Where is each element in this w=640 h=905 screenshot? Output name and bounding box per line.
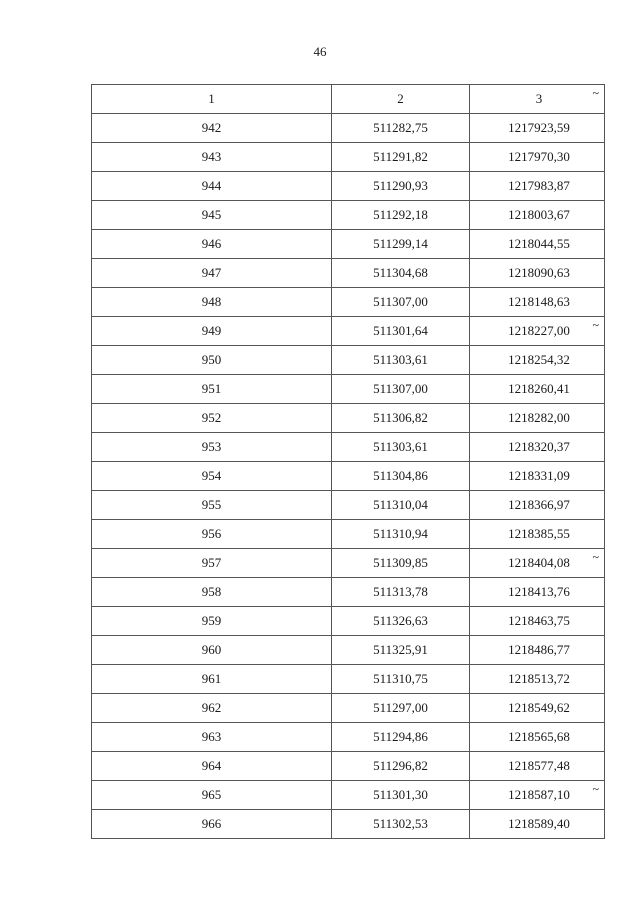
cell-value: 511290,93 — [373, 178, 428, 193]
cell-value: 511301,64 — [373, 323, 428, 338]
cell-value: 951 — [201, 381, 222, 396]
cell-value: 960 — [201, 642, 222, 657]
point-number-cell — [92, 317, 332, 346]
x-coordinate-cell — [332, 752, 470, 781]
cell-value: 959 — [201, 613, 222, 628]
cell-value: 952 — [201, 410, 222, 425]
y-coordinate-cell — [470, 201, 605, 230]
cell-value: 511303,61 — [373, 352, 428, 367]
table-row — [92, 230, 605, 259]
point-number-cell — [92, 433, 332, 462]
table-row — [92, 462, 605, 491]
x-coordinate-cell — [332, 433, 470, 462]
x-coordinate-cell — [332, 201, 470, 230]
table-row — [92, 114, 605, 143]
x-coordinate-cell — [332, 665, 470, 694]
point-number-cell — [92, 607, 332, 636]
cell-value: 511310,94 — [373, 526, 428, 541]
table-row — [92, 694, 605, 723]
cell-value: 1218385,55 — [508, 526, 570, 541]
cell-value: 963 — [201, 729, 222, 744]
scan-speck-mark: ~ — [592, 86, 599, 100]
cell-value: 966 — [201, 816, 222, 831]
table-row — [92, 607, 605, 636]
table-row — [92, 752, 605, 781]
y-coordinate-cell — [470, 636, 605, 665]
y-coordinate-cell — [470, 433, 605, 462]
cell-value: 964 — [201, 758, 222, 773]
point-number-cell — [92, 781, 332, 810]
cell-value: 1218366,97 — [508, 497, 570, 512]
cell-value: 1218090,63 — [508, 265, 570, 280]
cell-value: 511304,68 — [373, 265, 428, 280]
cell-value: 1218549,62 — [508, 700, 570, 715]
cell-value: 1217923,59 — [508, 120, 570, 135]
table-row — [92, 810, 605, 839]
cell-value: 965 — [201, 787, 222, 802]
cell-value: 1218003,67 — [508, 207, 570, 222]
cell-value: 511325,91 — [373, 642, 428, 657]
cell-value: 1218589,40 — [508, 816, 570, 831]
cell-value: 511310,75 — [373, 671, 428, 686]
y-coordinate-cell — [470, 375, 605, 404]
page-number: 46 — [313, 44, 327, 59]
y-coordinate-cell — [470, 404, 605, 433]
point-number-cell — [92, 723, 332, 752]
cell-value: 950 — [201, 352, 222, 367]
cell-value: 954 — [201, 468, 222, 483]
point-number-cell — [92, 230, 332, 259]
x-coordinate-cell — [332, 723, 470, 752]
point-number-cell — [92, 520, 332, 549]
y-coordinate-cell — [470, 752, 605, 781]
cell-value: 955 — [201, 497, 222, 512]
coordinates-table — [91, 84, 605, 839]
x-coordinate-cell — [332, 143, 470, 172]
point-number-cell — [92, 549, 332, 578]
y-coordinate-cell — [470, 781, 605, 810]
cell-value: 511304,86 — [373, 468, 428, 483]
cell-value: 946 — [201, 236, 222, 251]
y-coordinate-cell — [470, 665, 605, 694]
cell-value: 1217970,30 — [508, 149, 570, 164]
cell-value: 943 — [201, 149, 222, 164]
point-number-cell — [92, 143, 332, 172]
y-coordinate-cell — [470, 230, 605, 259]
x-coordinate-cell — [332, 346, 470, 375]
cell-value: 511294,86 — [373, 729, 428, 744]
point-number-cell — [92, 462, 332, 491]
table-row — [92, 723, 605, 752]
y-coordinate-cell — [470, 462, 605, 491]
x-coordinate-cell — [332, 462, 470, 491]
y-coordinate-cell — [470, 143, 605, 172]
cell-value: 1218227,00 — [508, 323, 570, 338]
column-header: 1 — [92, 85, 332, 114]
cell-value: 1217983,87 — [508, 178, 570, 193]
point-number-cell — [92, 404, 332, 433]
x-coordinate-cell — [332, 810, 470, 839]
y-coordinate-cell — [470, 346, 605, 375]
cell-value: 948 — [201, 294, 222, 309]
scan-speck-mark: ~ — [592, 318, 599, 332]
y-coordinate-cell — [470, 578, 605, 607]
y-coordinate-cell — [470, 317, 605, 346]
table-row — [92, 636, 605, 665]
table-row — [92, 665, 605, 694]
cell-value: 511297,00 — [373, 700, 428, 715]
y-coordinate-cell — [470, 288, 605, 317]
y-coordinate-cell — [470, 520, 605, 549]
cell-value: 956 — [201, 526, 222, 541]
x-coordinate-cell — [332, 520, 470, 549]
cell-value: 953 — [201, 439, 222, 454]
cell-value: 1218254,32 — [508, 352, 570, 367]
y-coordinate-cell — [470, 259, 605, 288]
x-coordinate-cell — [332, 549, 470, 578]
cell-value: 1218486,77 — [508, 642, 570, 657]
x-coordinate-cell — [332, 636, 470, 665]
point-number-cell — [92, 288, 332, 317]
cell-value: 511292,18 — [373, 207, 428, 222]
x-coordinate-cell — [332, 114, 470, 143]
scan-speck-mark: ~ — [592, 550, 599, 564]
table-row — [92, 375, 605, 404]
scan-speck-mark: ~ — [592, 782, 599, 796]
cell-value: 511307,00 — [373, 294, 428, 309]
x-coordinate-cell — [332, 259, 470, 288]
point-number-cell — [92, 665, 332, 694]
cell-value: 1218260,41 — [508, 381, 570, 396]
point-number-cell — [92, 259, 332, 288]
y-coordinate-cell — [470, 607, 605, 636]
point-number-cell — [92, 172, 332, 201]
cell-value: 1218331,09 — [508, 468, 570, 483]
table-row — [92, 781, 605, 810]
table-row — [92, 404, 605, 433]
table-row — [92, 317, 605, 346]
cell-value: 511326,63 — [373, 613, 428, 628]
x-coordinate-cell — [332, 694, 470, 723]
column-header-label: 3 — [535, 91, 543, 106]
cell-value: 511310,04 — [373, 497, 428, 512]
y-coordinate-cell — [470, 694, 605, 723]
cell-value: 1218413,76 — [508, 584, 570, 599]
cell-value: 958 — [201, 584, 222, 599]
cell-value: 1218565,68 — [508, 729, 570, 744]
x-coordinate-cell — [332, 781, 470, 810]
column-header — [470, 85, 605, 114]
x-coordinate-cell — [332, 491, 470, 520]
y-coordinate-cell — [470, 810, 605, 839]
cell-value: 511296,82 — [373, 758, 428, 773]
x-coordinate-cell — [332, 172, 470, 201]
x-coordinate-cell — [332, 288, 470, 317]
point-number-cell — [92, 201, 332, 230]
cell-value: 1218404,08 — [508, 555, 570, 570]
cell-value: 511303,61 — [373, 439, 428, 454]
y-coordinate-cell — [470, 723, 605, 752]
cell-value: 1218587,10 — [508, 787, 570, 802]
cell-value: 957 — [201, 555, 222, 570]
y-coordinate-cell — [470, 549, 605, 578]
cell-value: 511291,82 — [373, 149, 428, 164]
x-coordinate-cell — [332, 317, 470, 346]
table-row — [92, 143, 605, 172]
cell-value: 1218282,00 — [508, 410, 570, 425]
table-row — [92, 288, 605, 317]
point-number-cell — [92, 375, 332, 404]
point-number-cell — [92, 752, 332, 781]
x-coordinate-cell — [332, 375, 470, 404]
y-coordinate-cell — [470, 114, 605, 143]
cell-value: 962 — [201, 700, 222, 715]
x-coordinate-cell — [332, 578, 470, 607]
cell-value: 511301,30 — [373, 787, 428, 802]
point-number-cell — [92, 491, 332, 520]
cell-value: 1218463,75 — [508, 613, 570, 628]
cell-value: 944 — [201, 178, 222, 193]
table-row — [92, 433, 605, 462]
point-number-cell — [92, 636, 332, 665]
cell-value: 1218320,37 — [508, 439, 570, 454]
x-coordinate-cell — [332, 404, 470, 433]
cell-value: 1218148,63 — [508, 294, 570, 309]
cell-value: 947 — [201, 265, 222, 280]
cell-value: 511309,85 — [373, 555, 428, 570]
cell-value: 942 — [201, 120, 222, 135]
cell-value: 511307,00 — [373, 381, 428, 396]
point-number-cell — [92, 578, 332, 607]
point-number-cell — [92, 346, 332, 375]
cell-value: 511302,53 — [373, 816, 428, 831]
table-row — [92, 491, 605, 520]
point-number-cell — [92, 114, 332, 143]
table-row — [92, 201, 605, 230]
column-header: 2 — [332, 85, 470, 114]
cell-value: 1218044,55 — [508, 236, 570, 251]
table-header-row — [92, 85, 605, 114]
table-row — [92, 520, 605, 549]
cell-value: 945 — [201, 207, 222, 222]
y-coordinate-cell — [470, 172, 605, 201]
cell-value: 1218513,72 — [508, 671, 570, 686]
y-coordinate-cell — [470, 491, 605, 520]
x-coordinate-cell — [332, 607, 470, 636]
cell-value: 1218577,48 — [508, 758, 570, 773]
cell-value: 961 — [201, 671, 222, 686]
cell-value: 511313,78 — [373, 584, 428, 599]
x-coordinate-cell — [332, 230, 470, 259]
table-row — [92, 172, 605, 201]
table-row — [92, 346, 605, 375]
table-row — [92, 549, 605, 578]
table-row — [92, 259, 605, 288]
point-number-cell — [92, 694, 332, 723]
cell-value: 511282,75 — [373, 120, 428, 135]
cell-value: 949 — [201, 323, 222, 338]
cell-value: 511306,82 — [373, 410, 428, 425]
cell-value: 511299,14 — [373, 236, 428, 251]
point-number-cell — [92, 810, 332, 839]
table-row — [92, 578, 605, 607]
